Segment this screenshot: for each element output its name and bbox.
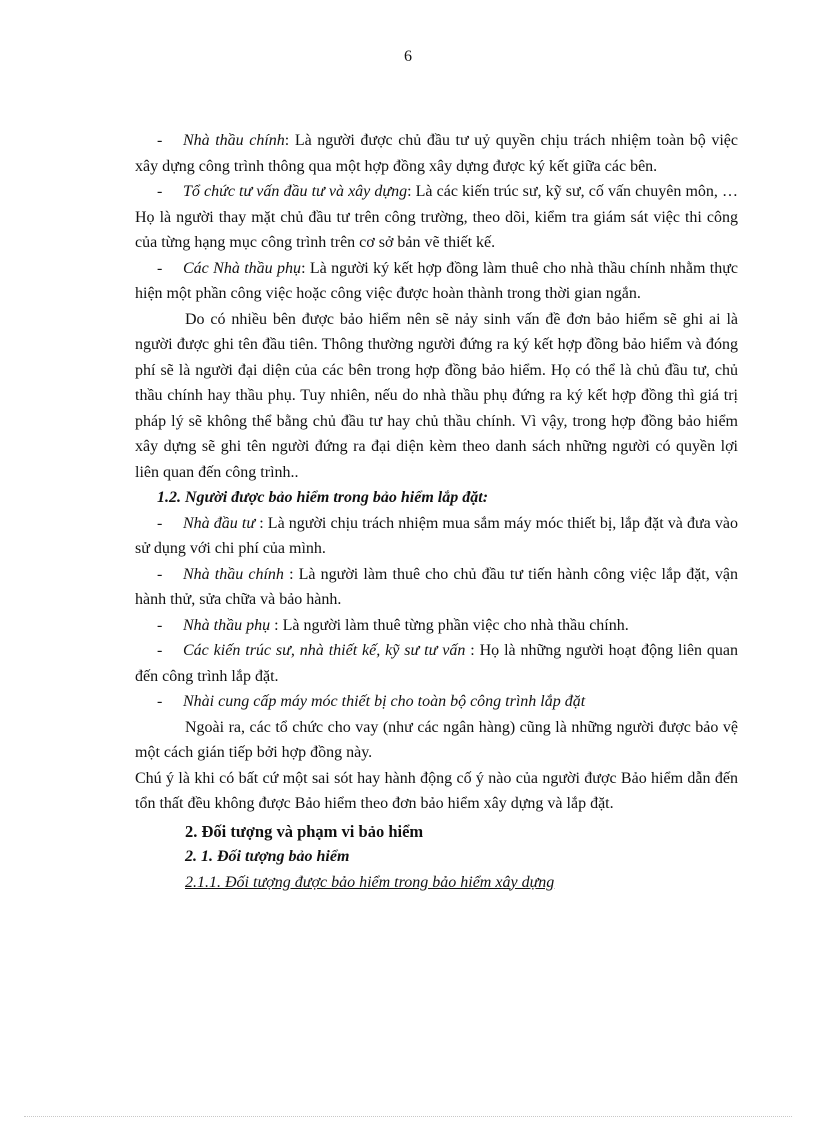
term-description: Là người làm thuê từng phần việc cho nhà thầu chính. [282,616,629,634]
section-heading-2-1-1: 2.1.1. Đối tượng được bảo hiểm trong bảo hiểm xây dựng [185,873,555,891]
term-description: Là người được chủ đầu tư uỷ quyền chịu trách nhiệm toàn bộ việc xây dựng công trình thông qua một hợp đồng xây dựng được ký kết giữa các bên. [135,132,738,175]
term-label: Các kiến trúc sư, nhà thiết kế, kỹ sư tư vấn [183,642,466,659]
term-separator: : [465,642,480,659]
bullet-dash: - [157,132,163,149]
term-label: Các Nhà thầu phụ [183,259,302,277]
term-label: Nhài cung cấp máy móc thiết bị cho toàn bộ công trình lắp đặt [183,693,586,710]
term-description: Họ là những người hoạt động liên quan đến công trình lắp đặt. [135,642,739,685]
term-separator: : [270,616,283,634]
list-item [135,128,738,179]
bullet-dash: - [157,183,163,200]
list-item [135,562,738,613]
bullet-dash: - [157,259,163,277]
term-description: Là các kiến trúc sư, kỹ sư, cố vấn chuyên môn, … Họ là người thay mặt chủ đầu tư trên công trường, theo dõi, kiểm tra giám sát việc thi công của từng hạng mục công trình trên cơ sở bản vẽ thiết kế. [135,183,738,251]
bullet-dash: - [157,565,163,583]
term-description: Là người ký kết hợp đồng làm thuê cho nhà thầu chính nhằm thực hiện một phần công việc hoặc công việc được hoàn thành trong thời gian ngắn. [135,259,739,302]
body-paragraph: Do có nhiều bên được bảo hiểm nên sẽ nảy sinh vấn đề đơn bảo hiểm sẽ ghi ai là người được ghi tên đầu tiên. Thông thường người đứng ra ký kết hợp đồng bảo hiểm và đóng phí sẽ là người đại diện của các bên trong hợp đồng bảo hiểm. Họ có thể là chủ đầu tư, chủ thầu chính hay thầu phụ. Tuy nhiên, nếu do nhà thầu phụ đứng ra ký kết hợp đồng thì giá trị pháp lý sẽ không thể bằng chủ đầu tư hay chủ thầu chính. Vì vậy, trong hợp đồng bảo hiểm xây dựng sẽ ghi tên người đứng ra đại diện kèm theo danh sách những người có quyền lợi liên quan đến công trình.. [135,310,738,481]
term-label: Nhà thầu phụ [183,616,271,634]
term-description: Là người làm thuê cho chủ đầu tư tiến hành công việc lắp đặt, vận hành thử, sửa chữa và bảo hành. [135,565,738,608]
term-separator: : [301,259,310,277]
page-bottom-divider [24,1116,792,1117]
term-label: Tổ chức tư vấn đầu tư và xây dựng [183,183,408,200]
bullet-dash: - [157,642,163,659]
term-description: Là người chịu trách nhiệm mua sắm máy móc thiết bị, lắp đặt và đưa vào sử dụng với chi phí của mình. [135,514,738,557]
bullet-dash: - [157,616,163,634]
body-paragraph: Chú ý là khi có bất cứ một sai sót hay hành động cố ý nào của người được Bảo hiểm dẫn đến tổn thất đều không được Bảo hiểm theo đơn bảo hiểm xây dựng và lắp đặt. [135,769,738,812]
term-separator: : [283,565,299,583]
page-number: 6 [404,48,412,65]
section-heading-1-2: 1.2. Người được bảo hiểm trong bảo hiểm lắp đặt: [157,489,489,506]
bullet-dash: - [157,693,163,710]
term-label: Nhà đầu tư [183,514,256,532]
list-item [135,613,738,639]
list-item [135,511,738,562]
bullet-dash: - [157,514,163,532]
list-item [135,256,738,307]
term-separator: : [407,183,416,200]
list-item [135,638,738,689]
list-item [135,689,738,715]
document-body [135,128,738,895]
section-heading-2: 2. Đối tượng và phạm vi bảo hiểm [185,821,424,841]
term-separator: : [284,132,295,149]
term-label: Nhà thầu chính [183,565,284,583]
body-paragraph: Ngoài ra, các tổ chức cho vay (như các ngân hàng) cũng là những người được bảo vệ một cách gián tiếp bởi hợp đồng này. [135,718,738,761]
term-separator: : [255,514,268,532]
section-heading-2-1: 2. 1. Đối tượng bảo hiểm [185,848,350,865]
term-label: Nhà thầu chính [183,132,285,149]
list-item [135,179,738,256]
